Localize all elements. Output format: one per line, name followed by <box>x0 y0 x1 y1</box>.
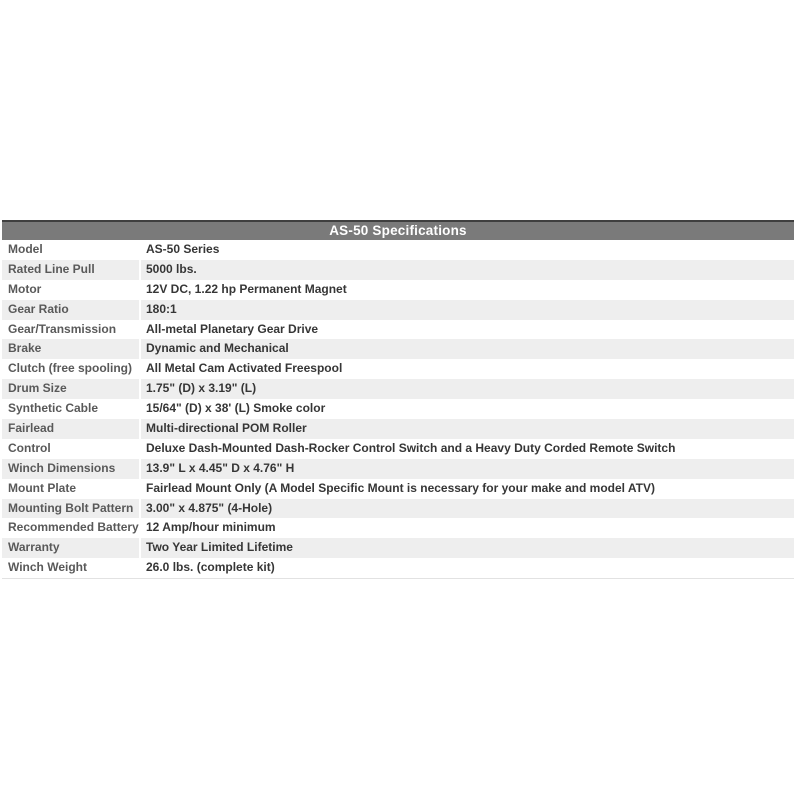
spec-value: Two Year Limited Lifetime <box>146 540 293 555</box>
spec-label: Drum Size <box>2 379 141 399</box>
table-row <box>2 260 794 280</box>
table-row <box>2 339 794 359</box>
spec-label: Winch Dimensions <box>2 459 141 479</box>
specifications-table <box>2 220 794 579</box>
spec-value: 15/64" (D) x 38' (L) Smoke color <box>146 401 326 416</box>
spec-value: 12V DC, 1.22 hp Permanent Magnet <box>146 281 347 296</box>
spec-label: Gear/Transmission <box>2 320 141 340</box>
spec-label: Model <box>2 240 141 260</box>
table-row <box>2 439 794 459</box>
table-row <box>2 479 794 499</box>
table-header-bar <box>2 220 794 240</box>
spec-label: Mounting Bolt Pattern <box>2 499 141 519</box>
table-title: AS-50 Specifications <box>329 223 467 238</box>
spec-label: Warranty <box>2 538 141 558</box>
spec-label: Mount Plate <box>2 479 141 499</box>
spec-value: AS-50 Series <box>146 242 220 256</box>
table-row <box>2 300 794 320</box>
spec-label: Motor <box>2 280 141 300</box>
table-row <box>2 538 794 558</box>
spec-value: 26.0 lbs. (complete kit) <box>146 560 275 575</box>
table-row <box>2 558 794 578</box>
spec-value: 3.00" x 4.875" (4-Hole) <box>146 500 273 515</box>
spec-label: Rated Line Pull <box>2 260 141 280</box>
table-row <box>2 459 794 479</box>
table-body <box>2 240 794 579</box>
spec-value: 180:1 <box>146 301 177 316</box>
spec-value: 13.9" L x 4.45" D x 4.76" H <box>146 460 295 475</box>
spec-value: Dynamic and Mechanical <box>146 341 289 356</box>
spec-label: Winch Weight <box>2 558 141 578</box>
table-row <box>2 240 794 260</box>
spec-label: Control <box>2 439 141 459</box>
table-row <box>2 379 794 399</box>
table-row <box>2 399 794 419</box>
spec-label: Gear Ratio <box>2 300 141 320</box>
spec-label: Synthetic Cable <box>2 399 141 419</box>
spec-value: 1.75" (D) x 3.19" (L) <box>146 381 257 396</box>
spec-value: 5000 lbs. <box>146 261 197 276</box>
spec-value: All-metal Planetary Gear Drive <box>146 321 319 336</box>
spec-value: 12 Amp/hour minimum <box>146 520 276 535</box>
table-row <box>2 518 794 538</box>
spec-label: Brake <box>2 339 141 359</box>
table-row <box>2 499 794 519</box>
spec-value: Fairlead Mount Only (A Model Specific Mount is necessary for your make and model ATV) <box>146 480 655 495</box>
spec-label: Recommended Battery <box>2 518 141 538</box>
spec-label: Clutch (free spooling) <box>2 359 141 379</box>
table-row <box>2 320 794 340</box>
table-row <box>2 419 794 439</box>
spec-value: Multi-directional POM Roller <box>146 421 307 436</box>
spec-value: All Metal Cam Activated Freespool <box>146 361 343 376</box>
table-row <box>2 359 794 379</box>
spec-value: Deluxe Dash-Mounted Dash-Rocker Control Switch and a Heavy Duty Corded Remote Switch <box>146 440 676 455</box>
spec-label: Fairlead <box>2 419 141 439</box>
table-row <box>2 280 794 300</box>
